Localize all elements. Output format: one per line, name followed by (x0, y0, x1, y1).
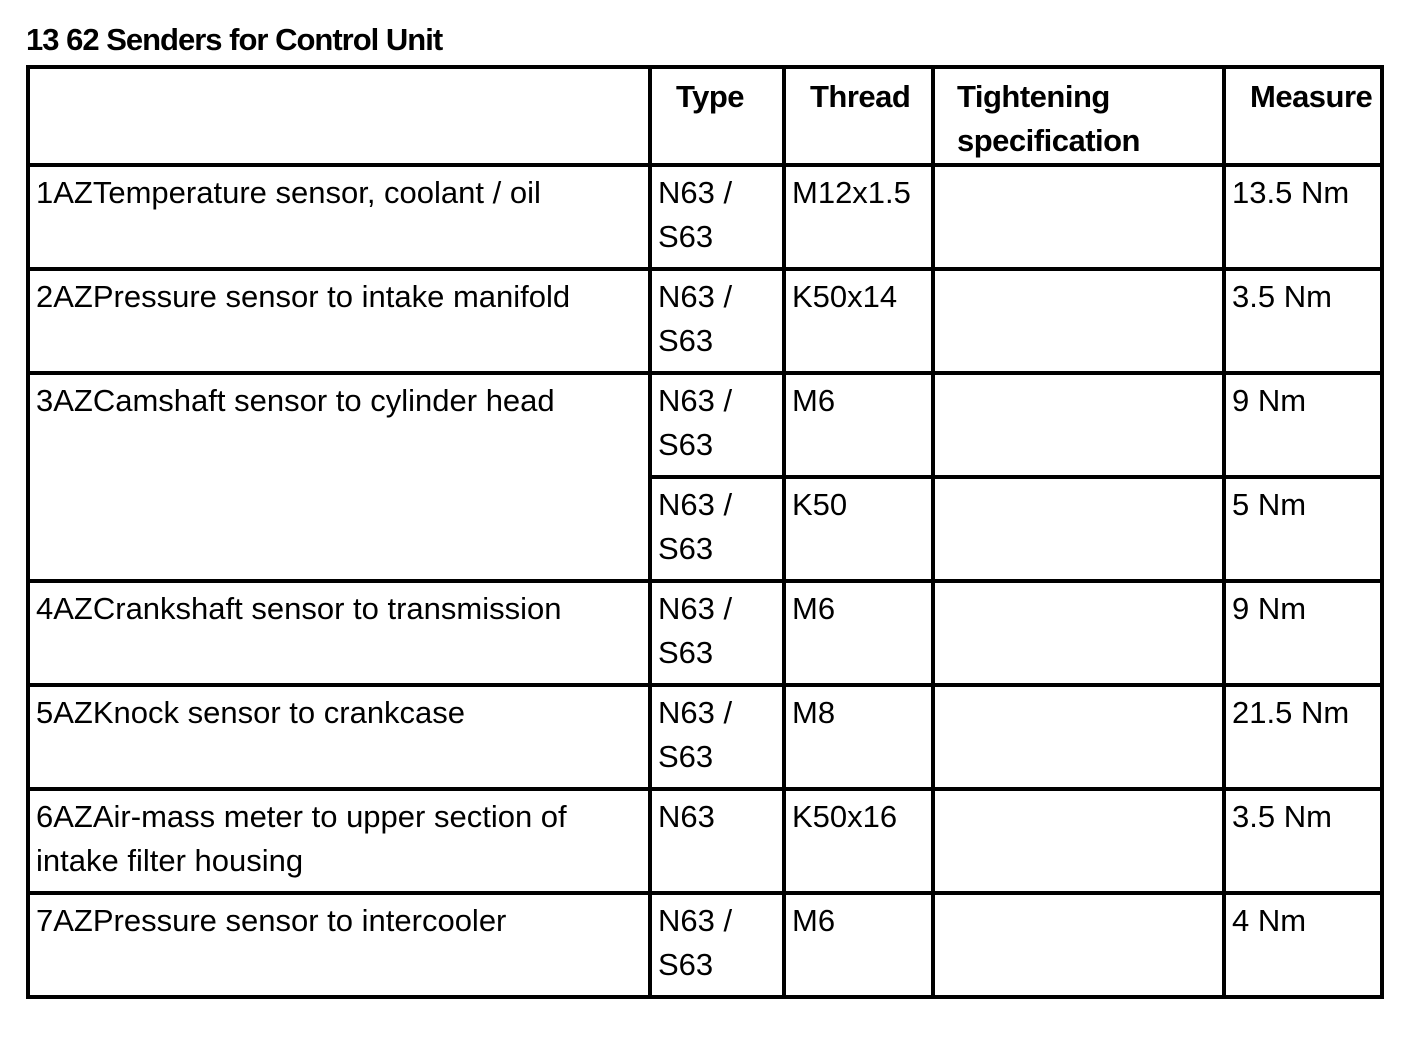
type-cell: N63 / S63 (650, 581, 784, 685)
item-description: Knock sensor to crankcase (92, 695, 466, 730)
measure-cell: 9 Nm (1224, 581, 1382, 685)
measure-cell: 3.5 Nm (1224, 789, 1382, 893)
header-tightening: Tightening specification (933, 67, 1224, 165)
header-type: Type (650, 67, 784, 165)
measure-cell: 3.5 Nm (1224, 269, 1382, 373)
thread-cell: M6 (784, 581, 933, 685)
header-thread: Thread (784, 67, 933, 165)
header-item (28, 67, 650, 165)
item-code: 4AZ (36, 591, 93, 626)
type-cell: N63 (650, 789, 784, 893)
item-code: 3AZ (36, 383, 93, 418)
type-cell: N63 / S63 (650, 685, 784, 789)
tightening-cell (933, 581, 1224, 685)
item-code: 5AZ (36, 695, 93, 730)
item-code: 6AZ (36, 799, 93, 834)
item-cell (28, 893, 650, 997)
item-cell (28, 373, 650, 581)
type-cell: N63 / S63 (650, 477, 784, 581)
item-description: Air-mass meter to upper section of intake filter housing (36, 799, 567, 878)
tightening-cell (933, 789, 1224, 893)
item-cell (28, 269, 650, 373)
tightening-cell (933, 269, 1224, 373)
tightening-cell (933, 893, 1224, 997)
table-row (28, 581, 1382, 685)
tightening-cell (933, 165, 1224, 269)
item-description: Crankshaft sensor to transmission (92, 591, 562, 626)
item-code: 7AZ (36, 903, 93, 938)
thread-cell: M12x1.5 (784, 165, 933, 269)
thread-cell: M6 (784, 373, 933, 477)
table-row (28, 685, 1382, 789)
tightening-cell (933, 685, 1224, 789)
item-description: Temperature sensor, coolant / oil (92, 175, 541, 210)
table-body (28, 165, 1382, 997)
item-description: Pressure sensor to intake manifold (92, 279, 571, 314)
item-description: Pressure sensor to intercooler (92, 903, 507, 938)
item-description: Camshaft sensor to cylinder head (92, 383, 555, 418)
table-header-row (28, 67, 1382, 165)
table-row (28, 269, 1382, 373)
thread-cell: K50x16 (784, 789, 933, 893)
table-row (28, 789, 1382, 893)
thread-cell: K50x14 (784, 269, 933, 373)
measure-cell: 5 Nm (1224, 477, 1382, 581)
table-row (28, 893, 1382, 997)
measure-cell: 4 Nm (1224, 893, 1382, 997)
thread-cell: M8 (784, 685, 933, 789)
item-cell (28, 685, 650, 789)
tightening-cell (933, 477, 1224, 581)
item-cell (28, 581, 650, 685)
item-cell (28, 789, 650, 893)
measure-cell: 13.5 Nm (1224, 165, 1382, 269)
table-row (28, 373, 1382, 477)
measure-cell: 9 Nm (1224, 373, 1382, 477)
item-code: 2AZ (36, 279, 93, 314)
tightening-cell (933, 373, 1224, 477)
page-title: 13 62 Senders for Control Unit (26, 22, 443, 57)
item-code: 1AZ (36, 175, 93, 210)
table-row (28, 165, 1382, 269)
type-cell: N63 / S63 (650, 373, 784, 477)
header-measure: Measure (1224, 67, 1382, 165)
measure-cell: 21.5 Nm (1224, 685, 1382, 789)
senders-spec-table (26, 65, 1384, 999)
thread-cell: K50 (784, 477, 933, 581)
type-cell: N63 / S63 (650, 165, 784, 269)
type-cell: N63 / S63 (650, 269, 784, 373)
type-cell: N63 / S63 (650, 893, 784, 997)
thread-cell: M6 (784, 893, 933, 997)
item-cell (28, 165, 650, 269)
